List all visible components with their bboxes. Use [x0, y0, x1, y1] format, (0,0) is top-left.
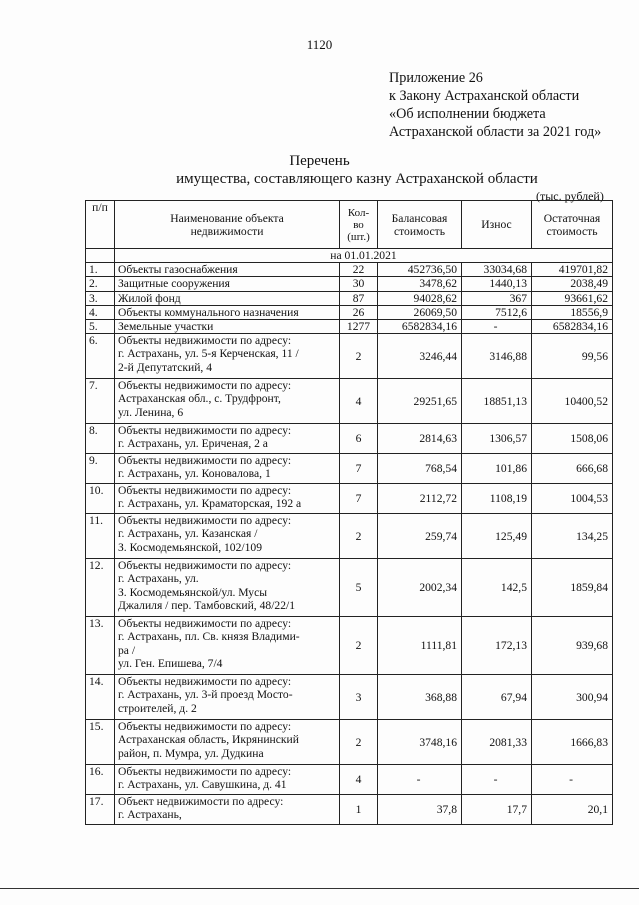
table-row: [86, 291, 613, 305]
cell-name: Объект недвижимости по адресу: г. Астрахань,: [115, 795, 340, 825]
cell-residual: 6582834,16: [532, 320, 613, 334]
cell-wear: -: [462, 320, 532, 334]
cell-name: Объекты недвижимости по адресу: г. Астрахань, ул. 3-й проезд Мосто- строителей, д. 2: [115, 675, 340, 720]
table-row: [86, 675, 613, 720]
cell-idx: 3.: [86, 291, 115, 305]
cell-residual: 1859,84: [532, 559, 613, 617]
cell-idx: 12.: [86, 559, 115, 617]
cell-residual: 18556,9: [532, 305, 613, 319]
cell-wear: 7512,6: [462, 305, 532, 319]
cell-balance: 94028,62: [378, 291, 462, 305]
cell-balance: 1111,81: [378, 617, 462, 675]
cell-name: Объекты недвижимости по адресу: г. Астрахань, ул. Казанская / З. Космодемьянской, 102/109: [115, 514, 340, 559]
cell-wear: 1440,13: [462, 277, 532, 291]
cell-idx: 13.: [86, 617, 115, 675]
cell-idx: 15.: [86, 720, 115, 765]
table-row: [86, 263, 613, 277]
appendix-block: [389, 69, 601, 141]
cell-residual: 10400,52: [532, 379, 613, 424]
cell-residual: 1508,06: [532, 424, 613, 454]
cell-balance: 2814,63: [378, 424, 462, 454]
table-row: [86, 379, 613, 424]
cell-residual: 93661,62: [532, 291, 613, 305]
cell-residual: 2038,49: [532, 277, 613, 291]
cell-name: Земельные участки: [115, 320, 340, 334]
cell-idx: 11.: [86, 514, 115, 559]
cell-wear: 125,49: [462, 514, 532, 559]
cell-residual: 300,94: [532, 675, 613, 720]
cell-name: Объекты газоснабжения: [115, 263, 340, 277]
title-line: имущества, составляющего казну Астраханской области: [176, 171, 538, 187]
cell-qty: 7: [340, 484, 378, 514]
cell-name: Объекты недвижимости по адресу: г. Астрахань, ул. Краматорская, 192 а: [115, 484, 340, 514]
cell-qty: 2: [340, 514, 378, 559]
cell-name: Объекты недвижимости по адресу: г. Астрахань, ул. Савушкина, д. 41: [115, 765, 340, 795]
header-name: Наименование объекта недвижимости: [115, 201, 340, 249]
table-row: [86, 424, 613, 454]
cell-wear: 101,86: [462, 454, 532, 484]
cell-wear: 172,13: [462, 617, 532, 675]
cell-qty: 5: [340, 559, 378, 617]
cell-residual: 419701,82: [532, 263, 613, 277]
cell-residual: 939,68: [532, 617, 613, 675]
cell-name: Защитные сооружения: [115, 277, 340, 291]
table-row: [86, 795, 613, 825]
cell-idx: 14.: [86, 675, 115, 720]
header-idx: п/п: [86, 201, 115, 249]
cell-name: Объекты недвижимости по адресу: Астраханская область, Икрянинский район, п. Мумра, ул. Дудкина: [115, 720, 340, 765]
table-row: [86, 277, 613, 291]
cell-qty: 4: [340, 765, 378, 795]
cell-residual: 666,68: [532, 454, 613, 484]
cell-balance: 6582834,16: [378, 320, 462, 334]
cell-balance: 37,8: [378, 795, 462, 825]
cell-balance: 2112,72: [378, 484, 462, 514]
cell-balance: 2002,34: [378, 559, 462, 617]
cell-wear: 67,94: [462, 675, 532, 720]
cell-name: Объекты коммунального назначения: [115, 305, 340, 319]
cell-qty: 30: [340, 277, 378, 291]
table-row: [86, 320, 613, 334]
cell-balance: -: [378, 765, 462, 795]
header-wear: Износ: [462, 201, 532, 249]
page-number: 1120: [306, 37, 333, 52]
cell-idx: 10.: [86, 484, 115, 514]
cell-wear: 142,5: [462, 559, 532, 617]
cell-qty: 2: [340, 720, 378, 765]
header-residual: Остаточная стоимость: [532, 201, 613, 249]
table-body: [86, 249, 613, 825]
cell-wear: 367: [462, 291, 532, 305]
cell-residual: 20,1: [532, 795, 613, 825]
cell-name: Объекты недвижимости по адресу: г. Астрахань, пл. Св. князя Владими- ра / ул. Ген. Епишева, 7/4: [115, 617, 340, 675]
cell-balance: 3748,16: [378, 720, 462, 765]
cell-balance: 3478,62: [378, 277, 462, 291]
cell-balance: 26069,50: [378, 305, 462, 319]
cell-idx: 7.: [86, 379, 115, 424]
cell-balance: 259,74: [378, 514, 462, 559]
cell-qty: 22: [340, 263, 378, 277]
table-row: [86, 305, 613, 319]
cell-idx: 1.: [86, 263, 115, 277]
cell-qty: 1277: [340, 320, 378, 334]
table-row: [86, 454, 613, 484]
cell-qty: 2: [340, 617, 378, 675]
header-row: [86, 201, 613, 249]
cell-qty: 7: [340, 454, 378, 484]
cell-wear: 17,7: [462, 795, 532, 825]
cell-idx: 17.: [86, 795, 115, 825]
table-row: [86, 484, 613, 514]
cell-balance: 29251,65: [378, 379, 462, 424]
cell-idx: 2.: [86, 277, 115, 291]
header-qty: Кол- во (шт.): [340, 201, 378, 249]
cell-qty: 87: [340, 291, 378, 305]
date-row-label: на 01.01.2021: [115, 249, 613, 263]
appendix-line: Приложение 26: [389, 70, 483, 86]
date-row-empty: [86, 249, 115, 263]
property-table: [85, 200, 613, 825]
cell-qty: 4: [340, 379, 378, 424]
table-row: [86, 765, 613, 795]
header-balance: Балансовая стоимость: [378, 201, 462, 249]
table-row: [86, 720, 613, 765]
cell-wear: 1108,19: [462, 484, 532, 514]
cell-residual: -: [532, 765, 613, 795]
cell-qty: 2: [340, 334, 378, 379]
cell-name: Объекты недвижимости по адресу: г. Астрахань, ул. 5-я Керченская, 11 / 2-й Депутатский, 4: [115, 334, 340, 379]
table-row: [86, 559, 613, 617]
cell-balance: 768,54: [378, 454, 462, 484]
cell-qty: 26: [340, 305, 378, 319]
cell-residual: 134,25: [532, 514, 613, 559]
cell-wear: 2081,33: [462, 720, 532, 765]
cell-wear: 33034,68: [462, 263, 532, 277]
page-bottom-rule: [0, 888, 639, 889]
appendix-line: Астраханской области за 2021 год»: [389, 124, 602, 140]
cell-idx: 4.: [86, 305, 115, 319]
cell-residual: 1004,53: [532, 484, 613, 514]
cell-balance: 3246,44: [378, 334, 462, 379]
cell-qty: 1: [340, 795, 378, 825]
cell-name: Объекты недвижимости по адресу: Астраханская обл., с. Трудфронт, ул. Ленина, 6: [115, 379, 340, 424]
cell-idx: 6.: [86, 334, 115, 379]
cell-wear: 1306,57: [462, 424, 532, 454]
title-line: Перечень: [289, 153, 350, 169]
cell-name: Жилой фонд: [115, 291, 340, 305]
cell-balance: 368,88: [378, 675, 462, 720]
cell-balance: 452736,50: [378, 263, 462, 277]
table-row: [86, 334, 613, 379]
cell-qty: 6: [340, 424, 378, 454]
table-row: [86, 617, 613, 675]
cell-residual: 99,56: [532, 334, 613, 379]
cell-name: Объекты недвижимости по адресу: г. Астрахань, ул. Коновалова, 1: [115, 454, 340, 484]
cell-residual: 1666,83: [532, 720, 613, 765]
cell-qty: 3: [340, 675, 378, 720]
cell-idx: 8.: [86, 424, 115, 454]
cell-idx: 16.: [86, 765, 115, 795]
cell-wear: 3146,88: [462, 334, 532, 379]
cell-name: Объекты недвижимости по адресу: г. Астрахань, ул. Ериченая, 2 а: [115, 424, 340, 454]
cell-idx: 5.: [86, 320, 115, 334]
cell-wear: 18851,13: [462, 379, 532, 424]
document-title: [0, 152, 639, 188]
cell-idx: 9.: [86, 454, 115, 484]
date-row: [86, 249, 613, 263]
appendix-line: «Об исполнении бюджета: [389, 106, 546, 122]
cell-name: Объекты недвижимости по адресу: г. Астрахань, ул. З. Космодемьянской/ул. Мусы Джалиля / пер. Тамбовский, 48/22/1: [115, 559, 340, 617]
cell-wear: -: [462, 765, 532, 795]
appendix-line: к Закону Астраханской области: [389, 88, 580, 104]
table-row: [86, 514, 613, 559]
units-label: (тыс. рублей): [536, 189, 604, 203]
